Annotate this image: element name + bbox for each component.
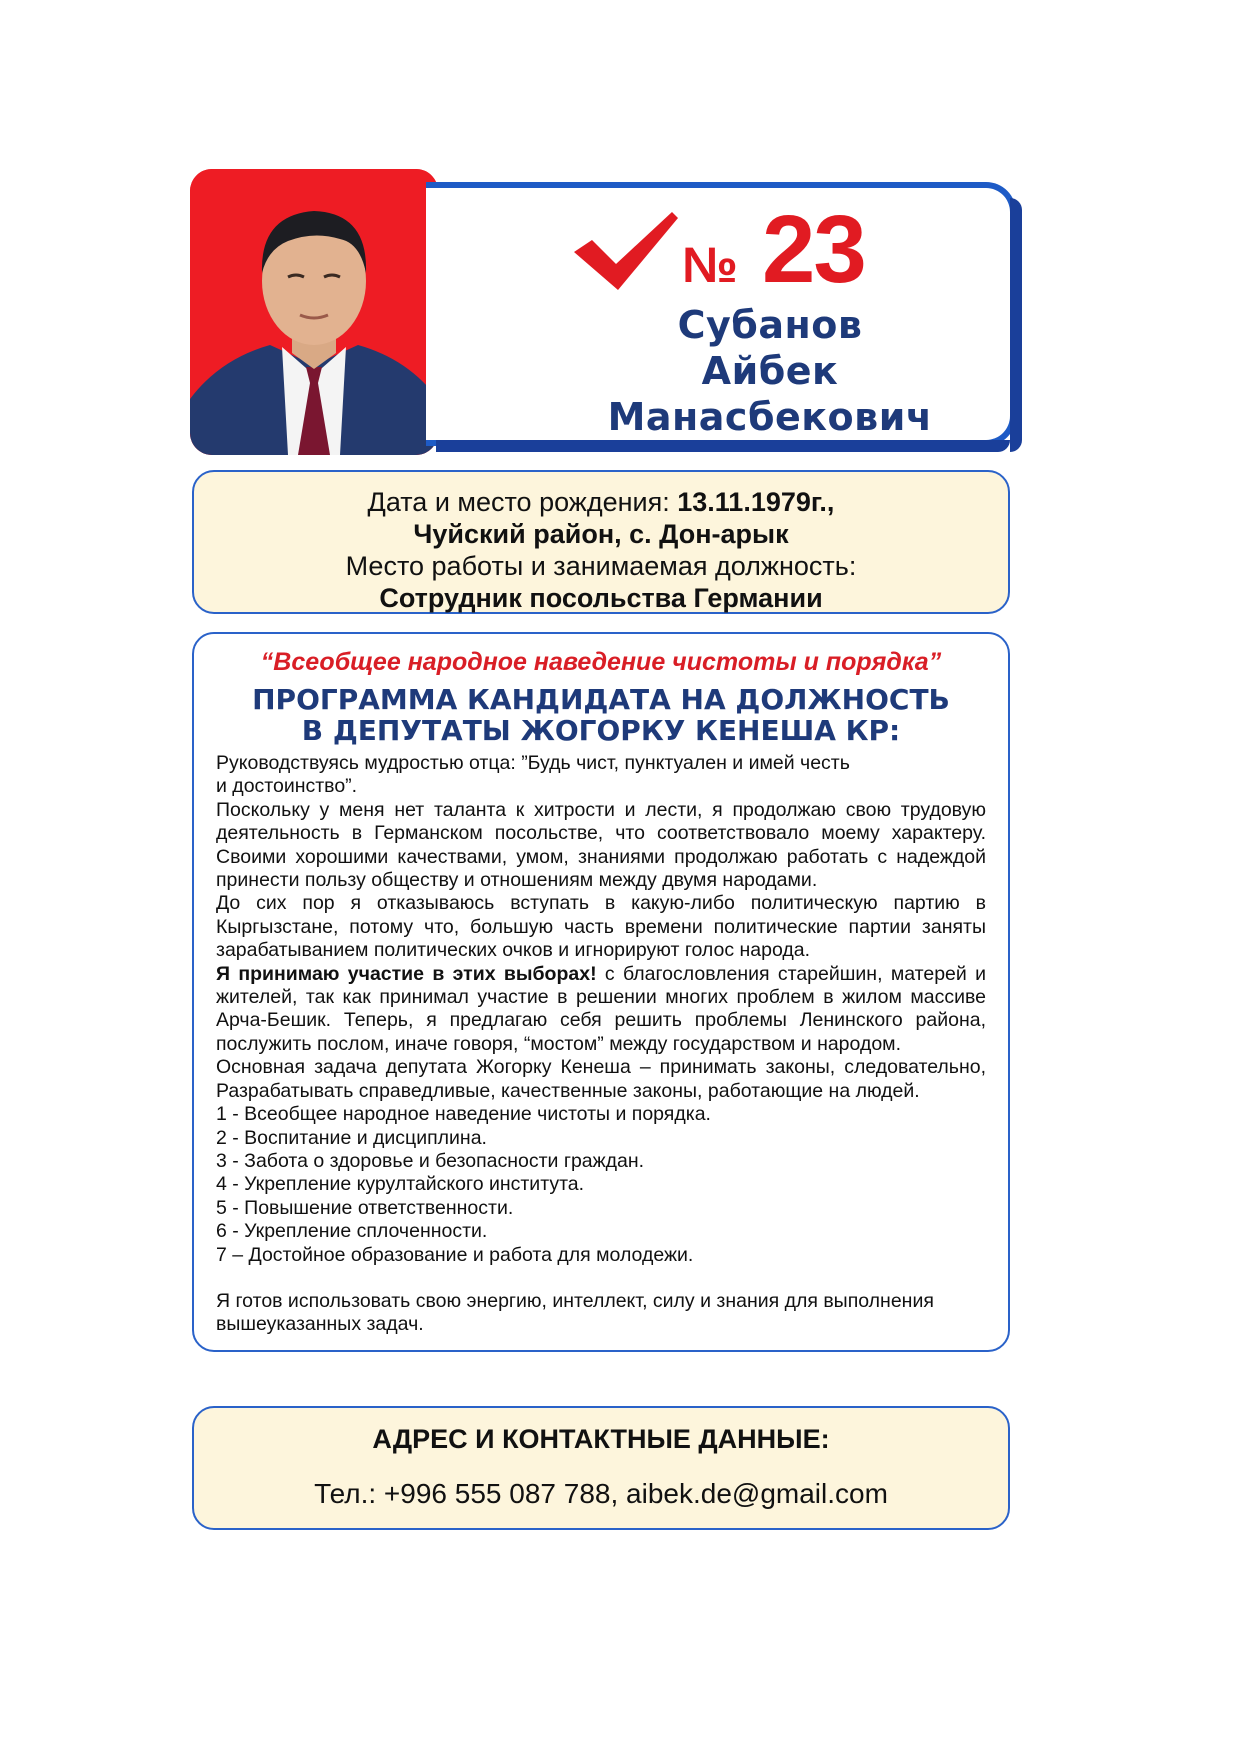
birth-line bbox=[194, 486, 1008, 518]
program-paragraph bbox=[216, 963, 986, 1057]
contacts-heading: АДРЕС И КОНТАКТНЫЕ ДАННЫЕ: bbox=[372, 1424, 830, 1454]
program-list-item: 3 - Забота о здоровье и безопасности граждан. bbox=[216, 1149, 645, 1172]
candidate-portrait-icon bbox=[190, 169, 438, 455]
birth-label: Дата и место рождения: bbox=[367, 487, 678, 517]
candidate-patronymic: Манасбекович bbox=[607, 395, 933, 439]
program-bold-lead: Я принимаю участие в этих выборах! bbox=[216, 962, 597, 985]
biography-box bbox=[192, 470, 1010, 614]
program-title-line-2: В ДЕПУТАТЫ ЖОГОРКУ КЕНЕША КР: bbox=[301, 714, 901, 747]
program-box bbox=[192, 632, 1010, 1352]
candidate-number-prefix: № bbox=[682, 237, 738, 293]
program-title bbox=[194, 684, 1008, 746]
program-title-line-1: ПРОГРАММА КАНДИДАТА НА ДОЛЖНОСТЬ bbox=[252, 683, 950, 716]
program-list-item: 4 - Укрепление курултайского института. bbox=[216, 1173, 585, 1196]
program-paragraph: Основная задача депутата Жогорку Кенеша – принимать законы, следовательно, Разрабатывать справедливые, качественные законы, работающие на людей. bbox=[216, 1056, 986, 1102]
candidate-name bbox=[560, 302, 980, 440]
candidate-number: 23 bbox=[762, 196, 865, 303]
birth-date: 13.11.1979г., bbox=[677, 487, 835, 517]
candidate-first-name: Айбек bbox=[701, 349, 839, 393]
program-slogan: “Всеобщее народное наведение чистоты и порядка” bbox=[260, 648, 942, 676]
work-value: Сотрудник посольства Германии bbox=[379, 583, 823, 613]
program-list-item: 7 – Достойное образование и работа для молодежи. bbox=[216, 1243, 694, 1266]
birth-place: Чуйский район, с. Дон-арык bbox=[413, 519, 789, 549]
program-paragraph: Руководствуясь мудростью отца: ”Будь чист, пунктуален и имей честь и достоинство”. bbox=[216, 752, 850, 798]
program-list-item: 1 - Всеобщее народное наведение чистоты и порядка. bbox=[216, 1103, 711, 1126]
program-paragraph: До сих пор я отказываюсь вступать в какую-либо политическую партию в Кыргызстане, потому что, большую часть времени политические партии заняты зарабатыванием политических очков и игнорируют голос народа. bbox=[216, 892, 986, 962]
program-list-item: 2 - Воспитание и дисциплина. bbox=[216, 1126, 487, 1149]
contacts-box bbox=[192, 1406, 1010, 1530]
program-closing: Я готов использовать свою энергию, интеллект, силу и знания для выполнения вышеуказанных задач. bbox=[216, 1289, 934, 1336]
program-paragraph: Поскольку у меня нет таланта к хитрости и лести, я продолжаю свою трудовую деятельность в Германском посольстве, что соответствовало моему характеру. Своими хорошими качествами, умом, знаниями продолжаю работать с надеждой принести пользу обществу и отношениям между двумя народами. bbox=[216, 798, 986, 892]
candidate-photo bbox=[190, 169, 438, 455]
candidate-surname: Субанов bbox=[677, 303, 863, 347]
contacts-line: Тел.: +996 555 087 788, aibek.de@gmail.com bbox=[314, 1478, 888, 1509]
work-label: Место работы и занимаемая должность: bbox=[345, 551, 857, 581]
program-text bbox=[216, 752, 986, 1337]
program-paragraph-text: с благословления старейшин, матерей и жителей, так как принимал участие в решении многих проблем в жилом массиве Арча-Бешик. Теперь, я предлагаю себя решить проблемы Ленинского района, послужить послом, иначе говоря, “мостом” между государством и народом. bbox=[216, 962, 986, 1055]
program-list-item: 6 - Укрепление сплоченности. bbox=[216, 1220, 488, 1243]
program-list-item: 5 - Повышение ответственности. bbox=[216, 1196, 514, 1219]
checkmark-icon bbox=[572, 210, 680, 292]
